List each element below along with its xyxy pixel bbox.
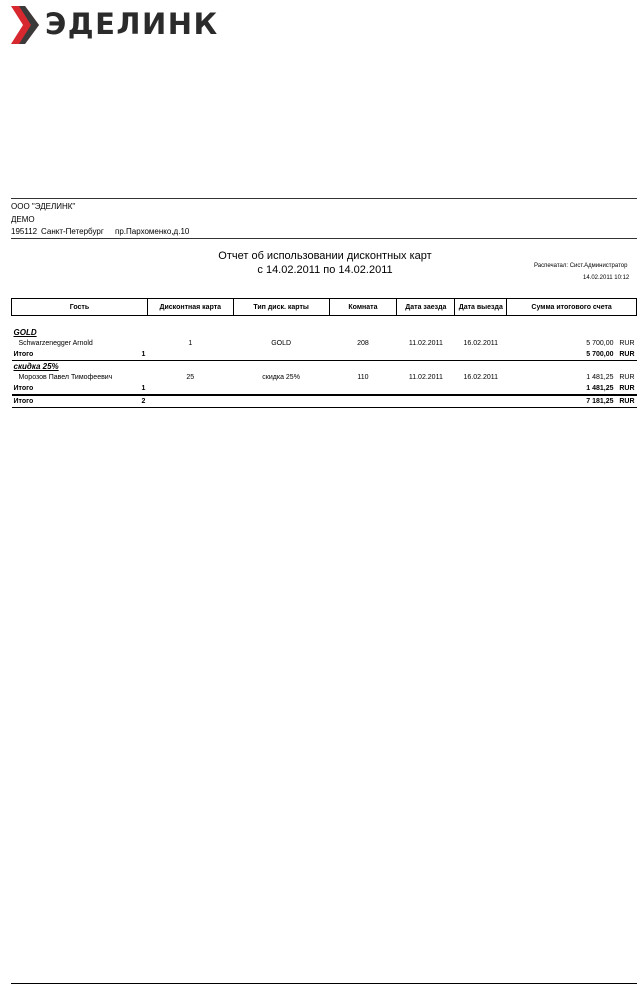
printed-at: 14.02.2011 10:12: [583, 275, 630, 281]
amount-currency: RUR: [619, 374, 635, 381]
amount-currency: RUR: [619, 340, 635, 347]
group-header: [12, 327, 637, 338]
total-amount-value: 1 481,25: [586, 385, 614, 392]
bill-amount: [507, 372, 637, 383]
arrival-date: 11.02.2011: [408, 340, 443, 347]
grand-total-label-text: Итого: [13, 398, 34, 405]
table-row: [12, 338, 637, 349]
total-amount: [507, 383, 637, 395]
grand-total-row: [12, 395, 637, 408]
group-name: GOLD: [13, 328, 37, 337]
card-number: 1: [188, 340, 193, 347]
city: Санкт-Петербург: [41, 227, 104, 236]
logo-chevron-icon: [9, 4, 43, 46]
amount-value: 5 700,00: [586, 340, 614, 347]
report-title: Отчет об использовании дисконтных карт: [218, 250, 432, 262]
grand-total-label: [12, 395, 148, 408]
grand-total-amount: [507, 395, 637, 408]
company-logo: [9, 4, 239, 46]
col-card-type: Тип диск. карты: [233, 299, 329, 316]
page-bottom-rule: [11, 983, 637, 984]
discount-card-table: [11, 298, 637, 408]
grand-total-amount-value: 7 181,25: [586, 398, 614, 405]
card-number: 25: [186, 374, 195, 381]
group-total-row: [12, 383, 637, 395]
logo-text: ЭДЕЛИНК: [45, 7, 219, 41]
col-guest: Гость: [12, 299, 148, 316]
col-departure-date: Дата выезда: [455, 299, 507, 316]
total-count: 1: [141, 351, 146, 358]
col-room: Комната: [329, 299, 397, 316]
organization-name: ООО "ЭДЕЛИНК": [11, 202, 76, 211]
total-amount-value: 5 700,00: [586, 351, 614, 358]
total-count: 1: [141, 385, 146, 392]
total-label-text: Итого: [13, 385, 34, 392]
card-type: скидка 25%: [262, 374, 300, 381]
total-label: [12, 349, 148, 361]
table-header-row: [12, 299, 637, 316]
total-label: [12, 383, 148, 395]
col-arrival-date: Дата заезда: [397, 299, 455, 316]
total-amount: [507, 349, 637, 361]
col-final-bill-amount: Сумма итогового счета: [507, 299, 637, 316]
departure-date: 16.02.2011: [463, 374, 499, 381]
header-top-rule: [11, 198, 637, 199]
card-type: GOLD: [271, 340, 292, 347]
total-currency: RUR: [619, 351, 635, 358]
printed-by: Распечатал: Сист.Администратор: [534, 263, 628, 269]
guest-name: Морозов Павел Тимофеевич: [18, 374, 113, 381]
group-name: скидка 25%: [13, 362, 59, 371]
hotel-name: ДЕМО: [11, 215, 35, 224]
departure-date: 16.02.2011: [463, 340, 499, 347]
group-total-row: [12, 349, 637, 361]
arrival-date: 11.02.2011: [408, 374, 443, 381]
room-number: 208: [357, 340, 369, 347]
amount-value: 1 481,25: [586, 374, 614, 381]
bill-amount: [507, 338, 637, 349]
street-address: пр.Пархоменко,д.10: [115, 227, 190, 236]
total-currency: RUR: [619, 385, 635, 392]
grand-total-currency: RUR: [619, 398, 635, 405]
grand-total-count: 2: [141, 398, 146, 405]
col-discount-card: Дисконтная карта: [147, 299, 233, 316]
guest-name: Schwarzenegger Arnold: [18, 340, 93, 347]
report-period: с 14.02.2011 по 14.02.2011: [257, 264, 393, 276]
room-number: 110: [357, 374, 369, 381]
group-header: [12, 361, 637, 373]
postcode: 195112: [11, 227, 38, 236]
table-row: [12, 372, 637, 383]
header-bottom-rule: [11, 238, 637, 239]
total-label-text: Итого: [13, 351, 34, 358]
